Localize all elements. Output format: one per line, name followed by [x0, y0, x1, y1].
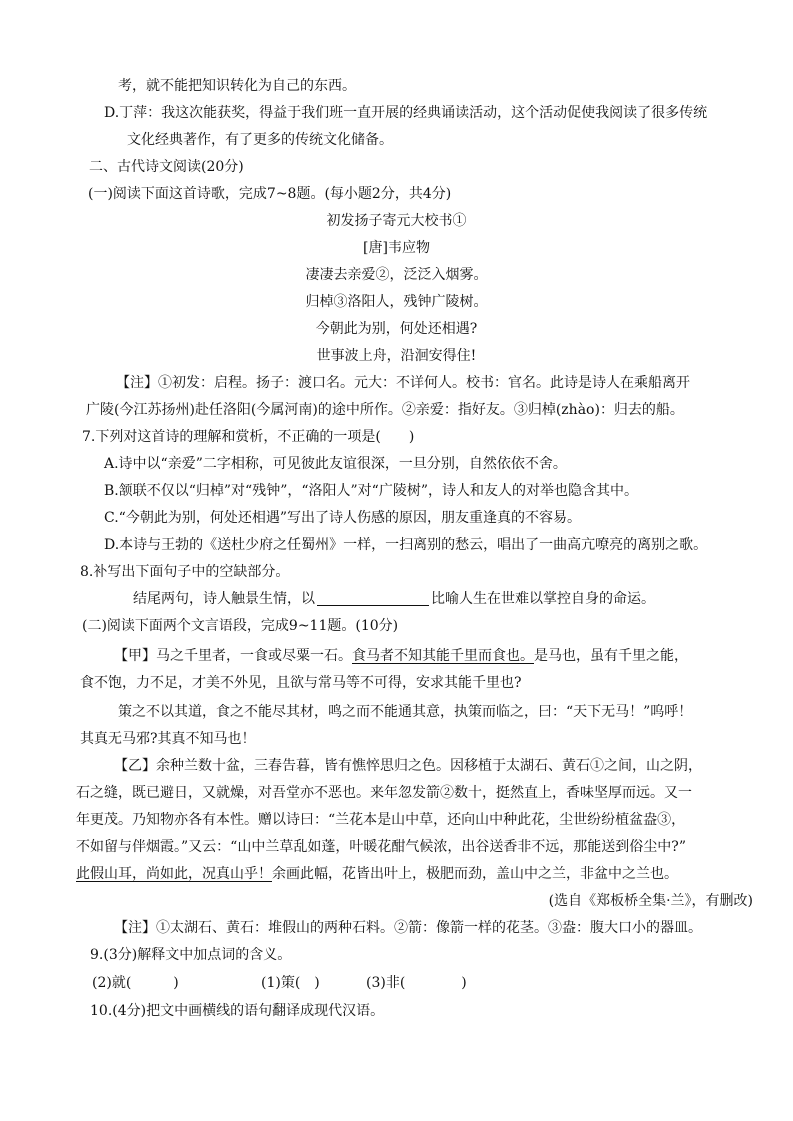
question-9-item: (1)策( )	[261, 975, 320, 991]
option-d-line1: D.丁萍：我这次能获奖，得益于我们班一直开展的经典诵读活动，这个活动促使我阅读了很多传统	[104, 105, 708, 121]
question-9-item: (3)非( )	[366, 975, 467, 991]
question-7-option-b: B.颔联不仅以“归棹”对“残钟”，“洛阳人”对“广陵树”，诗人和友人的对举也隐含其中。	[104, 483, 638, 499]
underlined-sentence: 食马者不知其能千里而食也。	[352, 648, 534, 664]
option-c-tail: 考，就不能把知识转化为自己的东西。	[118, 78, 356, 94]
question-10-stem: 10.(4分)把文中画横线的语句翻译成现代汉语。	[90, 1003, 385, 1019]
poem-note-line1: 【注】①初发：启程。扬子：渡口名。元大：不详何人。校书：官名。此诗是诗人在乘船离开	[116, 375, 690, 391]
passage-jia-text: 是马也，虽有千里之能，	[534, 648, 688, 664]
part1-intro: (一)阅读下面这首诗歌，完成7~8题。(每小题2分，共4分)	[88, 186, 452, 202]
passage-jia-text: 【甲】马之千里者，一食或尽粟一石。	[114, 648, 352, 664]
poem-author: [唐]韦应物	[363, 240, 430, 256]
passage-yi-line2: 石之缝，既已避日，又就燥，对吾堂亦不恶也。来年忽发箭②数十，挺然直上，香味坚厚而远。又一	[76, 785, 692, 801]
poem-note-line2: 广陵(今江苏扬州)赴任洛阳(今属河南)的途中所作。②亲爱：指好友。③归棹(zhào)：归去的船。	[86, 402, 684, 418]
question-7-option-d: D.本诗与王勃的《送杜少府之任蜀州》一样，一扫离别的愁云，唱出了一曲高亢嘹亮的离别之歌。	[104, 537, 708, 553]
passage-jia-line3: 策之不以其道，食之不能尽其材，鸣之而不能通其意，执策而临之，曰：“天下无马！”呜呼！	[118, 704, 693, 720]
underlined-sentence: 此假山耳，尚如此，况真山乎！	[76, 866, 272, 882]
question-9-stem: 9.(3分)解释文中加点词的含义。	[90, 947, 292, 963]
question-8-text-before: 结尾两句，诗人触景生情，以	[133, 591, 315, 607]
passage-yi-line1: 【乙】余种兰数十盆，三春告暮，皆有憔悴思归之色。因移植于太湖石、黄石①之间，山之阴，	[114, 758, 702, 774]
question-8-text-after: 比喻人生在世难以掌控自身的命运。	[431, 591, 655, 607]
answer-blank[interactable]	[317, 591, 429, 606]
question-8-text	[133, 589, 655, 609]
poem-line: 世事波上舟，沿洄安得住!	[316, 348, 477, 364]
passage-jia-line1	[114, 646, 688, 666]
poem-line: 今朝此为别，何处还相遇?	[315, 321, 478, 337]
option-d-line2: 文化经典著作，有了更多的传统文化储备。	[127, 132, 393, 148]
poem-line: 凄凄去亲爱②，泛泛入烟雾。	[305, 267, 488, 283]
question-7-option-a: A.诗中以“亲爱”二字相称，可见彼此友谊很深，一旦分别，自然依依不舍。	[104, 456, 567, 472]
question-7-stem: 7.下列对这首诗的理解和赏析，不正确的一项是( )	[82, 429, 415, 445]
section-title: 二、古代诗文阅读(20分)	[89, 159, 244, 175]
question-9-item: (2)就( )	[92, 975, 179, 991]
passage-source: (选自《郑板桥全集·兰》，有删改)	[548, 893, 753, 909]
question-8-stem: 8.补写出下面句子中的空缺部分。	[80, 564, 290, 580]
passage-yi-line4: 不如留与伴烟霞。”又云：“山中兰草乱如蓬，叶暖花酣气候浓，出谷送香非不远，那能送到俗尘中?”	[76, 839, 686, 855]
question-7-option-c: C.“今朝此为别，何处还相遇”写出了诗人伤感的原因，朋友重逢真的不容易。	[104, 510, 581, 526]
passage-yi-note: 【注】①太湖石、黄石：堆假山的两种石料。②箭：像箭一样的花茎。③盎：腹大口小的器皿。	[114, 920, 702, 936]
passage-jia-line4: 其真无马邪?其真不知马也！	[80, 731, 256, 747]
passage-yi-text: 余画此幅，花皆出叶上，极肥而劲，盖山中之兰，非盆中之兰也。	[272, 866, 678, 882]
passage-yi-line5	[76, 864, 678, 884]
passage-yi-line3: 年更茂。乃知物亦各有本性。赠以诗曰：“兰花本是山中草，还向山中种此花，尘世纷纷植盆盎③，	[76, 812, 686, 828]
passage-jia-line2: 食不饱，力不足，才美不外见，且欲与常马等不可得，安求其能千里也?	[80, 675, 522, 691]
poem-line: 归棹③洛阳人，残钟广陵树。	[305, 294, 488, 310]
poem-title: 初发扬子寄元大校书①	[326, 213, 467, 229]
part2-intro: (二)阅读下面两个文言语段，完成9~11题。(10分)	[82, 618, 399, 634]
